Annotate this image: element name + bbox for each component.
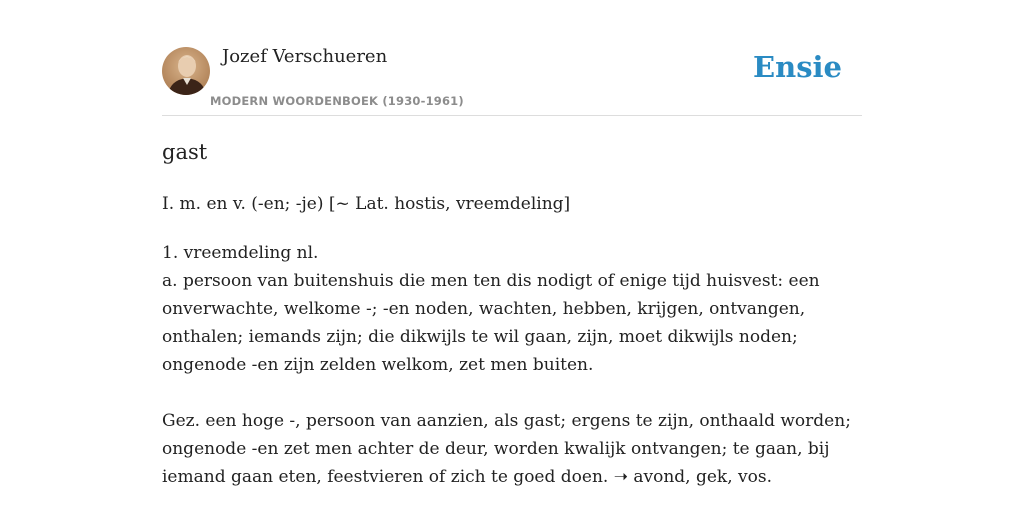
entry-definition (162, 239, 862, 491)
definition-line: onthalen; iemands zijn; die dikwijls te wil gaan, zijn, moet dikwijls noden; (162, 327, 798, 347)
definition-line: ongenode -en zijn zelden welkom, zet men buiten. (162, 355, 594, 375)
definition-line: 1. vreemdeling nl. (162, 243, 319, 263)
definition-spacer (162, 379, 862, 407)
entry-grammar: I. m. en v. (-en; -je) [~ Lat. hostis, vreemdeling] (162, 194, 571, 214)
entry-term: gast (162, 140, 208, 164)
author-avatar[interactable] (162, 47, 210, 95)
definition-line: Gez. een hoge -, persoon van aanzien, als gast; ergens te zijn, onthaald worden; (162, 411, 851, 431)
author-portrait-icon (162, 47, 210, 95)
ensie-logo[interactable]: Ensie (753, 50, 842, 84)
definition-line: ongenode -en zet men achter de deur, worden kwalijk ontvangen; te gaan, bij (162, 439, 830, 459)
definition-line: iemand gaan eten, feestvieren of zich te goed doen. ➝ avond, gek, vos. (162, 467, 772, 487)
definition-line: onverwachte, welkome -; -en noden, wachten, hebben, krijgen, ontvangen, (162, 299, 806, 319)
entry-header (162, 0, 862, 116)
author-name[interactable]: Jozef Verschueren (222, 46, 388, 67)
dictionary-source[interactable]: MODERN WOORDENBOEK (1930-1961) (210, 94, 464, 108)
definition-line: a. persoon van buitenshuis die men ten dis nodigt of enige tijd huisvest: een (162, 271, 820, 291)
